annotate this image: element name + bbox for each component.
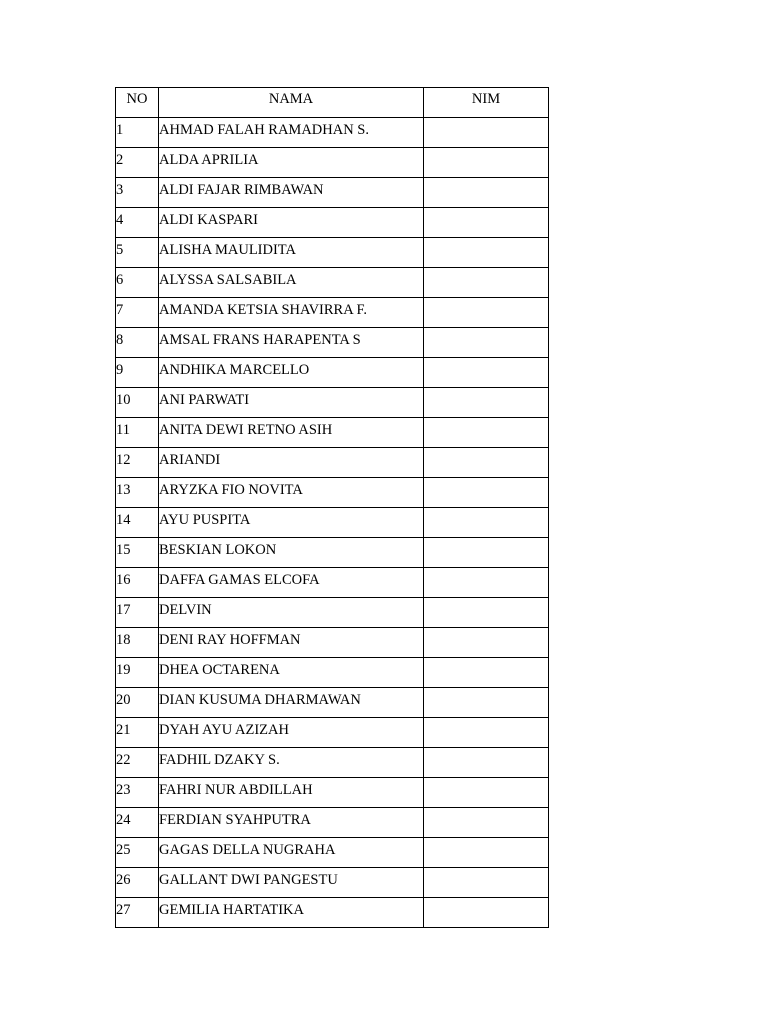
table-row: [116, 658, 549, 688]
header-no: NO: [116, 88, 159, 118]
row-number: 8: [116, 328, 159, 358]
table-row: [116, 868, 549, 898]
student-nim: [424, 808, 549, 838]
table-row: [116, 628, 549, 658]
row-number: 4: [116, 208, 159, 238]
table-row: [116, 508, 549, 538]
table-row: [116, 478, 549, 508]
student-nim: [424, 508, 549, 538]
student-name: DENI RAY HOFFMAN: [159, 628, 424, 658]
student-nim: [424, 658, 549, 688]
student-nim: [424, 118, 549, 148]
student-name: DIAN KUSUMA DHARMAWAN: [159, 688, 424, 718]
student-name: GALLANT DWI PANGESTU: [159, 868, 424, 898]
student-nim: [424, 328, 549, 358]
student-name: ARYZKA FIO NOVITA: [159, 478, 424, 508]
row-number: 21: [116, 718, 159, 748]
table-row: [116, 568, 549, 598]
student-name: GAGAS DELLA NUGRAHA: [159, 838, 424, 868]
student-roster-table: [115, 87, 549, 928]
student-name: AMANDA KETSIA SHAVIRRA F.: [159, 298, 424, 328]
row-number: 11: [116, 418, 159, 448]
student-name: BESKIAN LOKON: [159, 538, 424, 568]
row-number: 13: [116, 478, 159, 508]
table-body: [116, 118, 549, 928]
row-number: 6: [116, 268, 159, 298]
student-nim: [424, 718, 549, 748]
student-nim: [424, 148, 549, 178]
student-name: DAFFA GAMAS ELCOFA: [159, 568, 424, 598]
table-row: [116, 898, 549, 928]
header-nim: NIM: [424, 88, 549, 118]
row-number: 10: [116, 388, 159, 418]
table-row: [116, 418, 549, 448]
table-row: [116, 208, 549, 238]
table-row: [116, 178, 549, 208]
table-row: [116, 778, 549, 808]
student-nim: [424, 478, 549, 508]
row-number: 19: [116, 658, 159, 688]
table-row: [116, 358, 549, 388]
student-nim: [424, 598, 549, 628]
student-nim: [424, 448, 549, 478]
table-row: [116, 688, 549, 718]
student-nim: [424, 778, 549, 808]
student-nim: [424, 388, 549, 418]
student-nim: [424, 268, 549, 298]
row-number: 2: [116, 148, 159, 178]
row-number: 5: [116, 238, 159, 268]
table-row: [116, 598, 549, 628]
student-name: AHMAD FALAH RAMADHAN S.: [159, 118, 424, 148]
student-nim: [424, 538, 549, 568]
student-nim: [424, 898, 549, 928]
row-number: 1: [116, 118, 159, 148]
row-number: 12: [116, 448, 159, 478]
student-name: DHEA OCTARENA: [159, 658, 424, 688]
student-name: ANDHIKA MARCELLO: [159, 358, 424, 388]
table-row: [116, 448, 549, 478]
table-row: [116, 328, 549, 358]
row-number: 18: [116, 628, 159, 658]
table-row: [116, 268, 549, 298]
row-number: 20: [116, 688, 159, 718]
row-number: 15: [116, 538, 159, 568]
row-number: 27: [116, 898, 159, 928]
student-nim: [424, 238, 549, 268]
row-number: 16: [116, 568, 159, 598]
student-nim: [424, 358, 549, 388]
student-nim: [424, 418, 549, 448]
row-number: 14: [116, 508, 159, 538]
student-name: ALDI FAJAR RIMBAWAN: [159, 178, 424, 208]
student-name: DYAH AYU AZIZAH: [159, 718, 424, 748]
row-number: 25: [116, 838, 159, 868]
row-number: 24: [116, 808, 159, 838]
table-row: [116, 838, 549, 868]
student-nim: [424, 868, 549, 898]
row-number: 22: [116, 748, 159, 778]
table-row: [116, 118, 549, 148]
row-number: 3: [116, 178, 159, 208]
student-name: AYU PUSPITA: [159, 508, 424, 538]
student-nim: [424, 688, 549, 718]
row-number: 26: [116, 868, 159, 898]
student-name: ARIANDI: [159, 448, 424, 478]
table-header: [116, 88, 549, 118]
table-row: [116, 718, 549, 748]
student-nim: [424, 208, 549, 238]
student-nim: [424, 298, 549, 328]
table-row: [116, 808, 549, 838]
row-number: 23: [116, 778, 159, 808]
student-nim: [424, 178, 549, 208]
row-number: 9: [116, 358, 159, 388]
student-name: GEMILIA HARTATIKA: [159, 898, 424, 928]
table-row: [116, 148, 549, 178]
student-nim: [424, 628, 549, 658]
student-name: ALYSSA SALSABILA: [159, 268, 424, 298]
student-nim: [424, 838, 549, 868]
student-name: FERDIAN SYAHPUTRA: [159, 808, 424, 838]
table-row: [116, 298, 549, 328]
student-name: FADHIL DZAKY S.: [159, 748, 424, 778]
table-row: [116, 748, 549, 778]
table-row: [116, 538, 549, 568]
student-name: AMSAL FRANS HARAPENTA S: [159, 328, 424, 358]
row-number: 7: [116, 298, 159, 328]
student-name: ALDI KASPARI: [159, 208, 424, 238]
student-name: DELVIN: [159, 598, 424, 628]
table-row: [116, 388, 549, 418]
table-row: [116, 238, 549, 268]
student-name: ANI PARWATI: [159, 388, 424, 418]
student-nim: [424, 748, 549, 778]
student-name: ALISHA MAULIDITA: [159, 238, 424, 268]
header-nama: NAMA: [159, 88, 424, 118]
student-nim: [424, 568, 549, 598]
row-number: 17: [116, 598, 159, 628]
student-name: FAHRI NUR ABDILLAH: [159, 778, 424, 808]
student-name: ALDA APRILIA: [159, 148, 424, 178]
header-row: [116, 88, 549, 118]
student-name: ANITA DEWI RETNO ASIH: [159, 418, 424, 448]
